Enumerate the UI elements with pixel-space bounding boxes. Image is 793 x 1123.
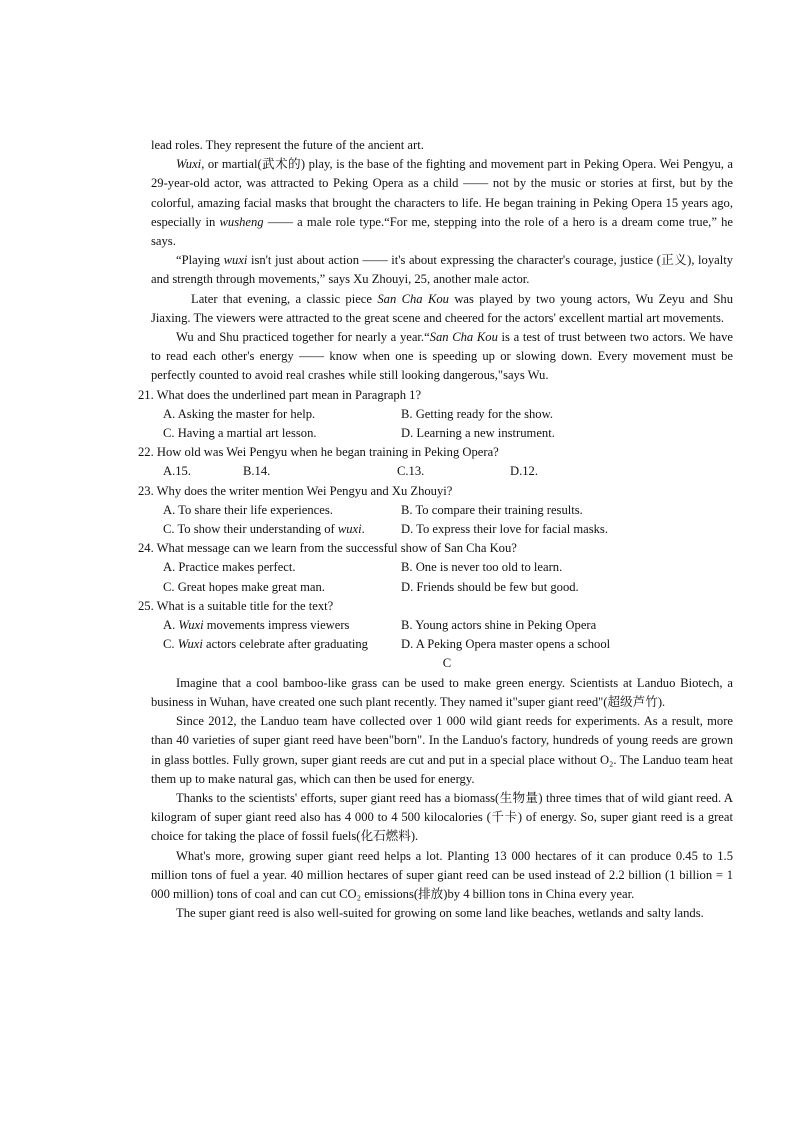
section-c-paragraph-2: Since 2012, the Landuo team have collected over 1 000 wild giant reeds for experiments. As a result, more than 40 varieties of super giant reed have been"born". In the Landuo's factory, hundreds of young reeds are grown in glass bottles. Fully grown, super giant reeds are cut and put in a special place without O₂. The Landuo team heat them up to make natural gas, which can then be used for energy. <box>151 714 733 786</box>
paragraph-text: Wu and Shu practiced together for nearly a year.“ <box>176 330 430 345</box>
paragraph-text: Later that evening, a classic piece <box>191 291 378 306</box>
paragraph-text: “Playing <box>176 253 224 268</box>
option-text: C. <box>163 637 178 652</box>
question-stem: 21. What does the underlined part mean in Paragraph 1? <box>138 387 422 402</box>
passage-paragraph-1 <box>151 155 733 251</box>
option-b: B. Young actors shine in Peking Opera <box>401 618 597 633</box>
option-d: D.12. <box>510 464 538 479</box>
paragraph-text: was played by two young actors, Wu Zeyu and Shu Jiaxing. The viewers were attracted to the great scene and cheered for the actors' excellent martial art movements. <box>151 291 733 325</box>
term-wuxi: Wuxi <box>176 157 202 172</box>
term-san-cha-kou: San Cha Kou <box>377 291 449 306</box>
option-text: C. To show their understanding of <box>163 522 338 537</box>
option-a: A. To share their life experiences. <box>163 502 333 517</box>
section-c-paragraph-4: What's more, growing super giant reed helps a lot. Planting 13 000 hectares of it can produce 0.45 to 1.5 million tons of fuel a year. 40 million hectares of super giant reed can be used instead of 2.2 billion (1 billion = 1 000 million) tons of coal and can cut CO₂ emissions(排放)by 4 billion tons in China every year. <box>151 848 733 901</box>
question-stem: 23. Why does the writer mention Wei Pengyu and Xu Zhouyi? <box>138 483 453 498</box>
question-22 <box>138 443 733 481</box>
paragraph-text: isn't just about action —— it's about expressing the character's courage, justice (正义), loyalty and strength through movements,” says Xu Zhouyi, 25, another male actor. <box>151 253 733 287</box>
term-wuxi: Wuxi <box>178 618 204 633</box>
paragraph-text: is a test of trust between two actors. We have to read each other's energy —— know when one is speeding up or slowing down. Every movement must be perfectly counted to avoid real crashes while still looking dangerous,"says Wu. <box>151 330 733 383</box>
question-stem: 25. What is a suitable title for the text? <box>138 598 334 613</box>
option-b: B. To compare their training results. <box>401 502 583 517</box>
option-text: movements impress viewers <box>203 618 350 633</box>
question-stem: 24. What message can we learn from the successful show of San Cha Kou? <box>138 541 517 556</box>
question-stem: 22. How old was Wei Pengyu when he began training in Peking Opera? <box>138 445 499 460</box>
term-wuxi: wuxi <box>223 253 248 268</box>
option-a: A.15. <box>163 464 191 479</box>
question-21 <box>138 386 733 444</box>
option-d: D. To express their love for facial masks. <box>401 522 608 537</box>
section-c-paragraph-1: Imagine that a cool bamboo-like grass can be used to make green energy. Scientists at Landuo Biotech, a business in Wuhan, have created one such plant recently. They named it"super giant reed"(超级芦竹). <box>151 675 733 709</box>
passage-paragraph-4 <box>151 328 733 386</box>
option-a: A. Asking the master for help. <box>163 406 316 421</box>
option-b: B.14. <box>243 464 271 479</box>
option-a <box>163 616 401 635</box>
option-text: actors celebrate after graduating <box>202 637 368 652</box>
question-25 <box>138 597 733 655</box>
option-a: A. Practice makes perfect. <box>163 560 296 575</box>
option-c: C. Great hopes make great man. <box>163 579 325 594</box>
option-d: D. Learning a new instrument. <box>401 426 555 441</box>
term-wusheng: wusheng <box>219 214 264 229</box>
question-23 <box>138 482 733 540</box>
section-c-paragraph-3: Thanks to the scientists' efforts, super giant reed has a biomass(生物量) three times that of wild giant reed. A kilogram of super giant reed also has 4 000 to 4 500 kilocalories (千卡) of energy. So, super giant reed is a great choice for taking the place of fossil fuels(化石燃料). <box>151 790 733 844</box>
option-text: A. <box>163 618 179 633</box>
option-b: B. One is never too old to learn. <box>401 560 563 575</box>
question-24 <box>138 539 733 597</box>
term-wuxi: Wuxi <box>177 637 203 652</box>
term-san-cha-kou: San Cha Kou <box>429 330 498 345</box>
passage-paragraph-2 <box>151 251 733 289</box>
option-b: B. Getting ready for the show. <box>401 406 554 421</box>
section-c-heading: C <box>442 656 452 671</box>
passage-paragraph-3 <box>151 290 733 328</box>
passage-line-top: lead roles. They represent the future of the ancient art. <box>151 138 424 152</box>
option-d: D. A Peking Opera master opens a school <box>401 637 611 652</box>
option-d: D. Friends should be few but good. <box>401 579 579 594</box>
option-c: C. Having a martial art lesson. <box>163 426 317 441</box>
option-c <box>163 520 401 539</box>
term-wuxi: wuxi <box>337 522 362 537</box>
option-text: . <box>361 522 365 537</box>
option-c <box>163 635 401 654</box>
paragraph-text: —— a male role type.“For me, stepping into the role of a hero is a dream come true,” he says. <box>151 214 733 249</box>
paragraph-text: , or martial(武术的) play, is the base of the fighting and movement part in Peking Opera. Wei Pengyu, a 29-year-old actor, was attracted to Peking Opera as a child —— not by the music or stories at first, but by the colorful, amazing facial masks that brought the characters to life. He began training in Peking Opera 15 years ago, especially in <box>151 157 733 229</box>
option-c: C.13. <box>397 464 425 479</box>
section-c-paragraph-5: The super giant reed is also well-suited for growing on some land like beaches, wetlands and salty lands. <box>176 906 704 921</box>
